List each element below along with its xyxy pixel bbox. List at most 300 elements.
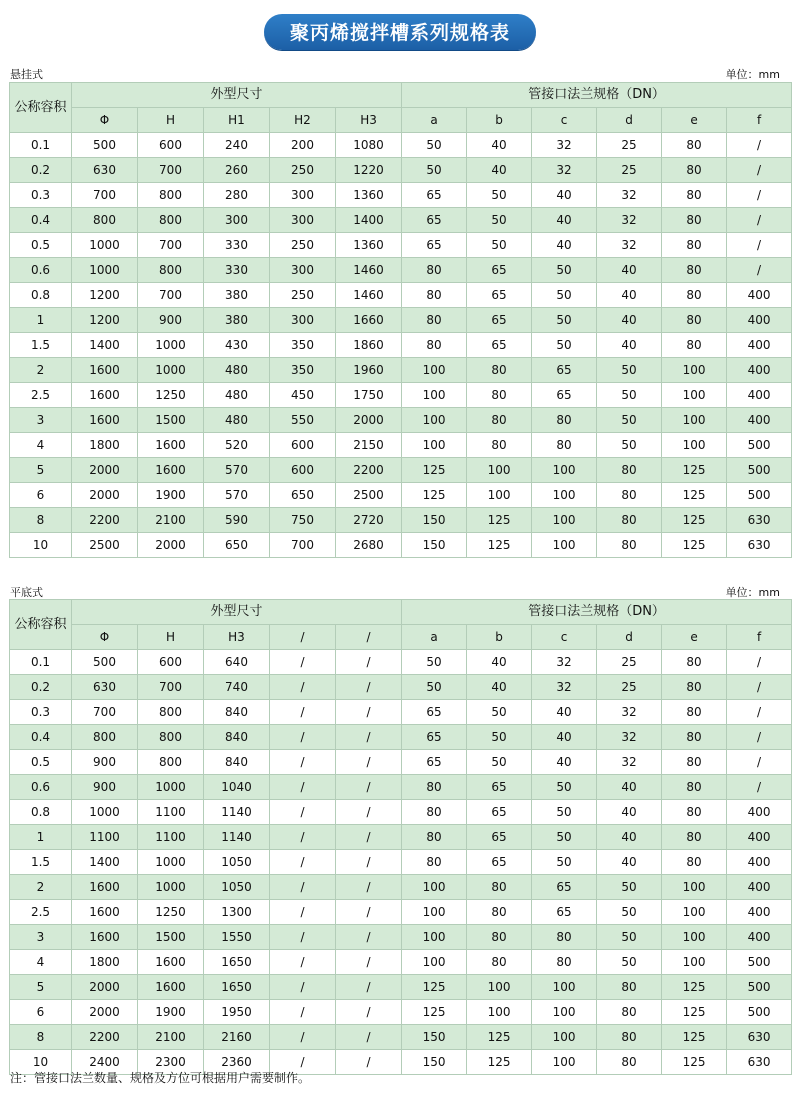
table-cell: 1600 — [138, 950, 204, 975]
table-row — [10, 533, 792, 558]
unit-label: 单位：mm — [725, 586, 780, 599]
table-cell: 280 — [204, 183, 270, 208]
table-cell: 50 — [467, 700, 532, 725]
table-cell: / — [336, 675, 402, 700]
table-cell: 80 — [662, 725, 727, 750]
table-cell: 400 — [727, 800, 792, 825]
table-cell: / — [727, 750, 792, 775]
table-cell: 1000 — [138, 333, 204, 358]
table-cell: 40 — [467, 650, 532, 675]
table-cell: 450 — [270, 383, 336, 408]
table-row — [10, 458, 792, 483]
table-cell: 65 — [467, 800, 532, 825]
table-cell: 80 — [662, 208, 727, 233]
table-cell: 1000 — [72, 233, 138, 258]
table-cell: 125 — [662, 975, 727, 1000]
capacity-cell: 0.1 — [10, 133, 72, 158]
spec-table-hanging — [9, 82, 792, 558]
table-cell: 25 — [597, 650, 662, 675]
table-cell: 300 — [270, 183, 336, 208]
table-cell: 1100 — [72, 825, 138, 850]
table-cell: 2200 — [72, 1025, 138, 1050]
table-cell: 125 — [402, 483, 467, 508]
table-cell: 80 — [662, 850, 727, 875]
table-cell: 380 — [204, 283, 270, 308]
table-cell: 40 — [467, 133, 532, 158]
capacity-cell: 4 — [10, 950, 72, 975]
table-cell: 400 — [727, 308, 792, 333]
capacity-cell: 8 — [10, 1025, 72, 1050]
table-cell: 800 — [138, 258, 204, 283]
table-cell: 40 — [532, 208, 597, 233]
table-cell: 65 — [467, 308, 532, 333]
capacity-cell: 2 — [10, 358, 72, 383]
table-row — [10, 483, 792, 508]
table-cell: 840 — [204, 725, 270, 750]
table-cell: 570 — [204, 483, 270, 508]
table-cell: 100 — [662, 900, 727, 925]
table-cell: 50 — [532, 775, 597, 800]
table-cell: 1250 — [138, 383, 204, 408]
table-cell: 350 — [270, 333, 336, 358]
table-cell: 65 — [532, 875, 597, 900]
table-cell: 2300 — [138, 1050, 204, 1075]
capacity-cell: 10 — [10, 1050, 72, 1075]
table-cell: 800 — [138, 725, 204, 750]
capacity-cell: 0.8 — [10, 283, 72, 308]
table-row — [10, 258, 792, 283]
column-header: c — [532, 625, 597, 650]
table-cell: 80 — [662, 133, 727, 158]
table-cell: 80 — [662, 183, 727, 208]
table-cell: 1600 — [138, 458, 204, 483]
table-cell: 520 — [204, 433, 270, 458]
table-cell: 125 — [662, 508, 727, 533]
capacity-cell: 0.3 — [10, 700, 72, 725]
table-row — [10, 433, 792, 458]
table-cell: 500 — [72, 650, 138, 675]
table-cell: / — [336, 900, 402, 925]
table-cell: 800 — [138, 208, 204, 233]
table-cell: 700 — [138, 158, 204, 183]
table-cell: 1900 — [138, 1000, 204, 1025]
corner-header: 公称容积 — [10, 83, 72, 133]
column-header: b — [467, 625, 532, 650]
table-cell: 1600 — [72, 383, 138, 408]
table-cell: 2200 — [72, 508, 138, 533]
table-cell: 125 — [662, 1050, 727, 1075]
table-cell: / — [270, 850, 336, 875]
table-cell: 50 — [597, 358, 662, 383]
table-cell: 40 — [532, 233, 597, 258]
column-header: f — [727, 625, 792, 650]
table-cell: 1000 — [72, 258, 138, 283]
table-cell: 100 — [532, 508, 597, 533]
table-cell: 630 — [727, 1025, 792, 1050]
table-cell: 2000 — [138, 533, 204, 558]
table-cell: 65 — [402, 233, 467, 258]
table-cell: 1750 — [336, 383, 402, 408]
table-cell: 700 — [72, 183, 138, 208]
capacity-cell: 0.4 — [10, 208, 72, 233]
capacity-cell: 6 — [10, 1000, 72, 1025]
table-cell: 500 — [727, 1000, 792, 1025]
table-cell: 500 — [727, 975, 792, 1000]
table-row — [10, 675, 792, 700]
capacity-cell: 8 — [10, 508, 72, 533]
column-header: f — [727, 108, 792, 133]
table-cell: 80 — [662, 158, 727, 183]
table-cell: 50 — [532, 283, 597, 308]
table-cell: 40 — [597, 258, 662, 283]
table-cell: 50 — [532, 825, 597, 850]
table-cell: 80 — [597, 483, 662, 508]
table-row — [10, 358, 792, 383]
table-cell: 300 — [204, 208, 270, 233]
table-cell: 200 — [270, 133, 336, 158]
table-cell: 50 — [402, 158, 467, 183]
table-cell: 480 — [204, 358, 270, 383]
table-cell: 125 — [402, 1000, 467, 1025]
table-cell: 700 — [138, 233, 204, 258]
table-cell: 25 — [597, 158, 662, 183]
table-cell: 65 — [402, 208, 467, 233]
table-cell: 80 — [467, 875, 532, 900]
table-cell: 65 — [467, 825, 532, 850]
table-cell: 80 — [402, 258, 467, 283]
table-cell: / — [727, 700, 792, 725]
table-cell: 125 — [467, 1050, 532, 1075]
capacity-cell: 1 — [10, 825, 72, 850]
table-cell: 80 — [662, 283, 727, 308]
capacity-cell: 3 — [10, 925, 72, 950]
table-cell: 32 — [597, 750, 662, 775]
table-cell: 630 — [72, 675, 138, 700]
table-cell: 50 — [532, 850, 597, 875]
table-cell: / — [336, 700, 402, 725]
table-cell: 50 — [597, 900, 662, 925]
table-cell: 1600 — [138, 433, 204, 458]
table-cell: 100 — [532, 1000, 597, 1025]
capacity-cell: 2.5 — [10, 383, 72, 408]
table-caption: 悬挂式 — [10, 68, 43, 81]
table-cell: 1860 — [336, 333, 402, 358]
table-cell: 400 — [727, 283, 792, 308]
table-cell: 100 — [532, 1025, 597, 1050]
table-cell: 100 — [532, 483, 597, 508]
table-cell: 40 — [597, 283, 662, 308]
table-cell: 125 — [662, 483, 727, 508]
capacity-cell: 2.5 — [10, 900, 72, 925]
table-cell: 630 — [727, 1050, 792, 1075]
table-cell: 2160 — [204, 1025, 270, 1050]
table-cell: 570 — [204, 458, 270, 483]
capacity-cell: 0.5 — [10, 233, 72, 258]
group-header-flanges: 管接口法兰规格（DN） — [402, 600, 792, 625]
table-cell: 50 — [597, 383, 662, 408]
table-cell: 125 — [402, 975, 467, 1000]
table-cell: 100 — [662, 925, 727, 950]
table-cell: 400 — [727, 383, 792, 408]
table-cell: 65 — [532, 358, 597, 383]
table-cell: 1360 — [336, 233, 402, 258]
table-cell: 125 — [662, 533, 727, 558]
table-row — [10, 725, 792, 750]
table-cell: 125 — [402, 458, 467, 483]
table-cell: 25 — [597, 133, 662, 158]
table-row — [10, 283, 792, 308]
table-cell: / — [336, 775, 402, 800]
table-cell: 80 — [597, 508, 662, 533]
table-cell: / — [727, 183, 792, 208]
table-cell: 1200 — [72, 283, 138, 308]
capacity-cell: 0.6 — [10, 258, 72, 283]
table-cell: 80 — [467, 433, 532, 458]
table-cell: 840 — [204, 700, 270, 725]
table-cell: 100 — [402, 383, 467, 408]
table-cell: / — [270, 675, 336, 700]
table-cell: 480 — [204, 408, 270, 433]
column-header: a — [402, 108, 467, 133]
table-cell: 100 — [402, 900, 467, 925]
table-row — [10, 133, 792, 158]
table-cell: 260 — [204, 158, 270, 183]
table-cell: 32 — [597, 208, 662, 233]
table-cell: 630 — [72, 158, 138, 183]
table-cell: / — [270, 650, 336, 675]
table-cell: 1140 — [204, 825, 270, 850]
table-row — [10, 158, 792, 183]
table-cell: / — [727, 775, 792, 800]
table-cell: 1960 — [336, 358, 402, 383]
spec-table-flat — [9, 599, 792, 1075]
table-cell: 100 — [532, 533, 597, 558]
table-cell: 640 — [204, 650, 270, 675]
table-cell: 100 — [467, 483, 532, 508]
table-cell: 125 — [662, 458, 727, 483]
table-cell: / — [727, 675, 792, 700]
table-cell: / — [270, 800, 336, 825]
table-cell: 80 — [662, 775, 727, 800]
table-cell: / — [270, 925, 336, 950]
table-cell: 100 — [662, 433, 727, 458]
table-cell: / — [270, 875, 336, 900]
table-cell: 50 — [597, 925, 662, 950]
table-cell: 32 — [532, 158, 597, 183]
page-title: 聚丙烯搅拌槽系列规格表 — [264, 14, 536, 50]
table-cell: 100 — [402, 925, 467, 950]
table-cell: / — [270, 975, 336, 1000]
table-cell: 1900 — [138, 483, 204, 508]
table-cell: 32 — [532, 650, 597, 675]
table-cell: / — [727, 725, 792, 750]
table-row — [10, 875, 792, 900]
table-cell: 2000 — [72, 975, 138, 1000]
table-cell: 100 — [402, 433, 467, 458]
table-cell: / — [270, 725, 336, 750]
table-cell: 80 — [662, 800, 727, 825]
table-cell: / — [336, 925, 402, 950]
table-cell: 900 — [72, 775, 138, 800]
table-cell: 80 — [662, 333, 727, 358]
table-cell: 32 — [597, 700, 662, 725]
table-cell: 400 — [727, 358, 792, 383]
table-cell: 80 — [662, 825, 727, 850]
table-cell: / — [727, 258, 792, 283]
table-row — [10, 1000, 792, 1025]
table-cell: 1250 — [138, 900, 204, 925]
header-row — [10, 600, 792, 625]
capacity-cell: 0.6 — [10, 775, 72, 800]
table-cell: 600 — [270, 433, 336, 458]
table-cell: 250 — [270, 283, 336, 308]
table-cell: 32 — [532, 675, 597, 700]
table-cell: 800 — [72, 725, 138, 750]
column-header: H — [138, 625, 204, 650]
table-cell: 65 — [467, 283, 532, 308]
table-row — [10, 308, 792, 333]
table-cell: 500 — [727, 950, 792, 975]
table-cell: 2100 — [138, 1025, 204, 1050]
table-cell: 2000 — [336, 408, 402, 433]
table-cell: 1600 — [72, 408, 138, 433]
table-cell: 50 — [402, 675, 467, 700]
table-cell: 100 — [662, 383, 727, 408]
table-cell: 50 — [597, 433, 662, 458]
table-cell: 1050 — [204, 850, 270, 875]
capacity-cell: 0.2 — [10, 158, 72, 183]
table-cell: 250 — [270, 158, 336, 183]
table-cell: 400 — [727, 875, 792, 900]
table-cell: 150 — [402, 533, 467, 558]
column-header: / — [270, 625, 336, 650]
table-cell: 800 — [72, 208, 138, 233]
table-cell: / — [336, 850, 402, 875]
table-row — [10, 775, 792, 800]
header-row — [10, 108, 792, 133]
table-cell: 100 — [532, 1050, 597, 1075]
table-cell: 500 — [72, 133, 138, 158]
table-cell: 400 — [727, 850, 792, 875]
table-cell: 1400 — [336, 208, 402, 233]
table-cell: 2360 — [204, 1050, 270, 1075]
table-cell: 840 — [204, 750, 270, 775]
table-cell: 400 — [727, 408, 792, 433]
table-cell: 80 — [662, 700, 727, 725]
table-cell: 800 — [138, 183, 204, 208]
table-cell: 80 — [662, 258, 727, 283]
table-cell: 430 — [204, 333, 270, 358]
table-cell: 80 — [402, 308, 467, 333]
table-row — [10, 700, 792, 725]
column-header: b — [467, 108, 532, 133]
table-cell: 100 — [402, 358, 467, 383]
table-cell: 1200 — [72, 308, 138, 333]
table-cell: 40 — [597, 775, 662, 800]
table-cell: 125 — [467, 508, 532, 533]
table-cell: 1000 — [138, 775, 204, 800]
table-row — [10, 750, 792, 775]
table-cell: 1050 — [204, 875, 270, 900]
column-header: H — [138, 108, 204, 133]
table-cell: 900 — [72, 750, 138, 775]
table-cell: 100 — [467, 975, 532, 1000]
table-cell: 80 — [402, 775, 467, 800]
table-row — [10, 408, 792, 433]
table-cell: 700 — [138, 283, 204, 308]
table-cell: 300 — [270, 208, 336, 233]
table-cell: 125 — [467, 533, 532, 558]
table-row — [10, 850, 792, 875]
table-cell: / — [727, 208, 792, 233]
table-row — [10, 825, 792, 850]
group-header-dimensions: 外型尺寸 — [72, 600, 402, 625]
table-cell: 330 — [204, 233, 270, 258]
table-cell: 630 — [727, 508, 792, 533]
table-cell: 150 — [402, 508, 467, 533]
table-cell: 50 — [532, 333, 597, 358]
table-cell: / — [727, 133, 792, 158]
table-cell: / — [336, 1000, 402, 1025]
table-cell: 65 — [467, 775, 532, 800]
capacity-cell: 5 — [10, 458, 72, 483]
table-cell: 330 — [204, 258, 270, 283]
header-row — [10, 625, 792, 650]
capacity-cell: 1 — [10, 308, 72, 333]
table-cell: 100 — [662, 408, 727, 433]
table-cell: 1000 — [138, 850, 204, 875]
table-cell: 80 — [597, 1000, 662, 1025]
table-cell: 80 — [597, 975, 662, 1000]
table-cell: 630 — [727, 533, 792, 558]
table-cell: 80 — [662, 650, 727, 675]
table-cell: 65 — [467, 258, 532, 283]
table-cell: 500 — [727, 483, 792, 508]
table-cell: 1000 — [138, 875, 204, 900]
table-cell: 800 — [138, 750, 204, 775]
group-header-dimensions: 外型尺寸 — [72, 83, 402, 108]
unit-label: 单位：mm — [725, 68, 780, 81]
table-cell: 1600 — [72, 900, 138, 925]
table-cell: / — [727, 233, 792, 258]
table-cell: 1100 — [138, 800, 204, 825]
table-cell: 65 — [467, 850, 532, 875]
table-cell: 480 — [204, 383, 270, 408]
table-cell: 1600 — [138, 975, 204, 1000]
column-header: e — [662, 625, 727, 650]
table-cell: 80 — [402, 825, 467, 850]
table-cell: / — [270, 950, 336, 975]
table-cell: 590 — [204, 508, 270, 533]
table-cell: / — [727, 650, 792, 675]
table-cell: 2200 — [336, 458, 402, 483]
table-cell: 50 — [532, 308, 597, 333]
capacity-cell: 0.3 — [10, 183, 72, 208]
table-cell: 300 — [270, 308, 336, 333]
table-row — [10, 208, 792, 233]
table-cell: 50 — [402, 650, 467, 675]
table-row — [10, 900, 792, 925]
table-caption: 平底式 — [10, 586, 43, 599]
table-cell: 400 — [727, 925, 792, 950]
table-cell: 80 — [662, 675, 727, 700]
table-cell: 80 — [467, 925, 532, 950]
table-cell: / — [336, 1050, 402, 1075]
table-cell: 2000 — [72, 483, 138, 508]
table-cell: 80 — [662, 308, 727, 333]
table-cell: 300 — [270, 258, 336, 283]
table-row — [10, 1025, 792, 1050]
